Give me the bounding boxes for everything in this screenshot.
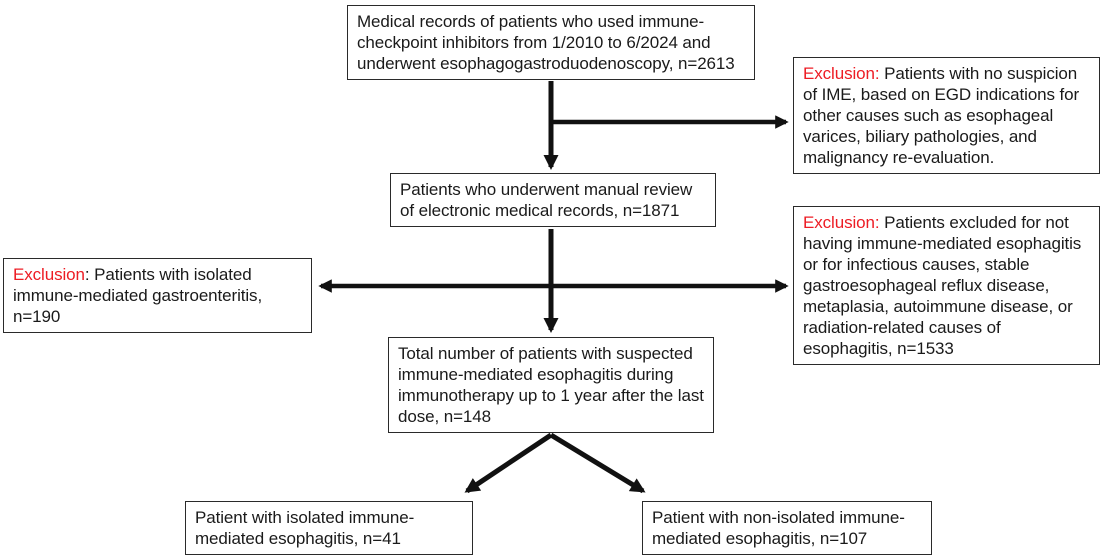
arrow-suspected-to-non-isolated <box>551 435 643 491</box>
arrow-suspected-to-isolated <box>467 435 551 491</box>
node-exclusion-non-ime-causes <box>793 206 1100 365</box>
node-medical-records <box>347 5 755 80</box>
node-text: Medical records of patients who used immune-checkpoint inhibitors from 1/2010 to 6/2024 and underwent esophagogastroduodenoscopy, n=2613 <box>357 12 735 73</box>
node-exclusion-no-ime-suspicion <box>793 57 1100 174</box>
node-text: Patients with no suspicion of IME, based on EGD indications for other causes such as esophageal varices, biliary pathologies, and malignancy re-evaluation. <box>803 64 1080 167</box>
node-text: Patient with non-isolated immune-mediated esophagitis, n=107 <box>652 508 905 548</box>
node-text: Patients who underwent manual review of electronic medical records, n=1871 <box>400 180 693 220</box>
node-text: : Patients with isolated immune-mediated gastroenteritis, n=190 <box>13 265 263 326</box>
node-suspected-ime <box>388 337 714 433</box>
exclusion-label: Exclusion: <box>803 64 880 83</box>
node-text: Total number of patients with suspected immune-mediated esophagitis during immunotherapy up to 1 year after the last dose, n=148 <box>398 344 704 426</box>
node-non-isolated-ime <box>642 501 932 555</box>
node-manual-review <box>390 173 716 227</box>
node-exclusion-gastroenteritis <box>3 258 312 333</box>
exclusion-label: Exclusion <box>13 265 85 284</box>
exclusion-label: Exclusion: <box>803 213 880 232</box>
node-text: Patients excluded for not having immune-mediated esophagitis or for infectious causes, stable gastroesophageal reflux disease, metaplasia, autoimmune disease, or radiation-related causes of esophagitis, n=1533 <box>803 213 1082 358</box>
node-isolated-ime <box>185 501 473 555</box>
node-text: Patient with isolated immune-mediated esophagitis, n=41 <box>195 508 415 548</box>
